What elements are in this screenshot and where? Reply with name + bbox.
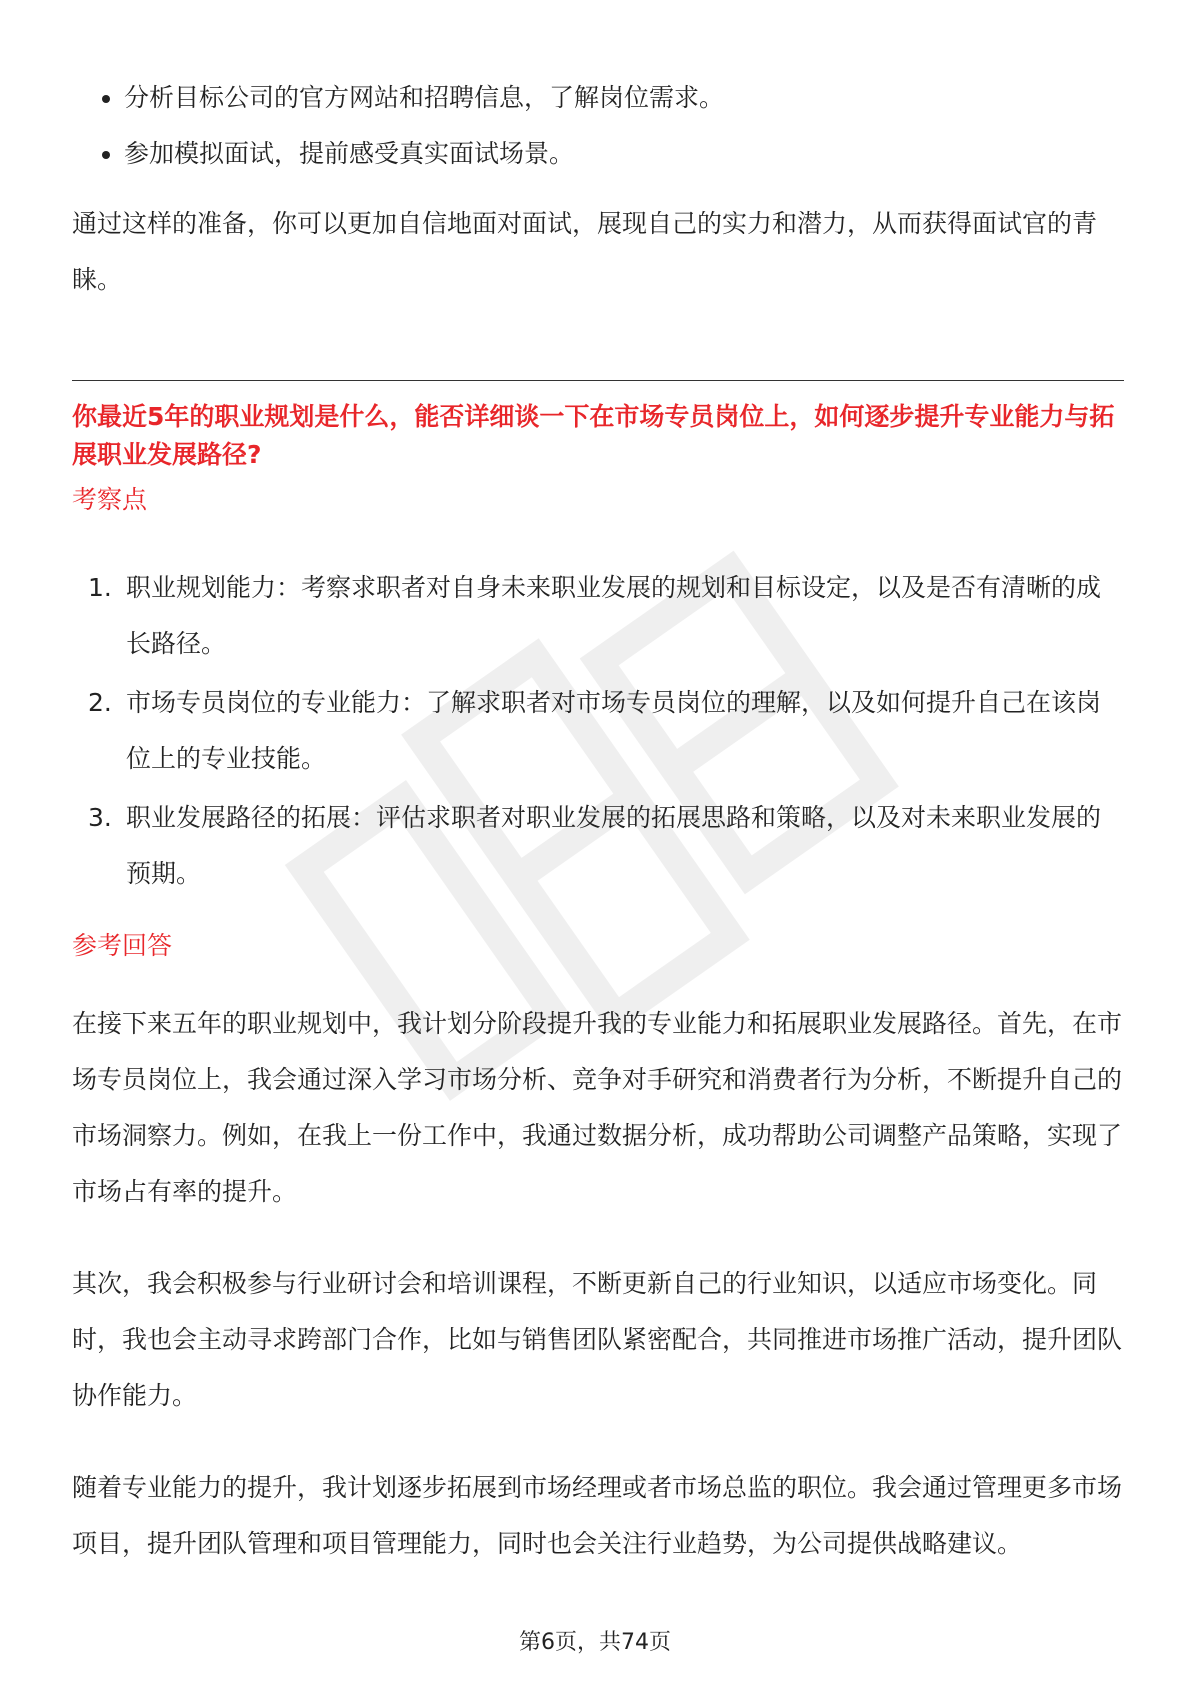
- page-footer: 第6页，共74页: [519, 1630, 671, 1655]
- answer-heading: 参考回答: [72, 931, 173, 960]
- focus-point-text: 职业规划能力：考察求职者对自身未来职业发展的规划和目标设定，以及是否有清晰的成长路径。: [126, 573, 1102, 658]
- answer-paragraph: 随着专业能力的提升，我计划逐步拓展到市场经理或者市场总监的职位。我会通过管理更多市场项目，提升团队管理和项目管理能力，同时也会关注行业趋势，为公司提供战略建议。: [72, 1473, 1123, 1558]
- list-number: 1.: [88, 573, 112, 602]
- bullet-text: 参加模拟面试，提前感受真实面试场景。: [124, 139, 575, 168]
- section-divider: [72, 380, 1124, 381]
- interview-question: 你最近5年的职业规划是什么，能否详细谈一下在市场专员岗位上，如何逐步提升专业能力与拓展职业发展路径?: [72, 402, 1115, 469]
- focus-point-text: 职业发展路径的拓展：评估求职者对职业发展的拓展思路和策略，以及对未来职业发展的预期。: [126, 803, 1102, 888]
- intro-bullet-list: [72, 70, 724, 182]
- list-number: 2.: [88, 688, 112, 717]
- list-item: [72, 675, 1124, 787]
- closing-paragraph: 通过这样的准备，你可以更加自信地面对面试，展现自己的实力和潜力，从而获得面试官的青睐。: [72, 209, 1098, 294]
- bullet-text: 分析目标公司的官方网站和招聘信息，了解岗位需求。: [124, 83, 725, 112]
- bullet-dot-icon: [102, 151, 110, 159]
- bullet-dot-icon: [102, 95, 110, 103]
- document-page: [72, 0, 1124, 1684]
- focus-heading: 考察点: [72, 485, 148, 514]
- answer-paragraph: 其次，我会积极参与行业研讨会和培训课程，不断更新自己的行业知识，以适应市场变化。同时，我也会主动寻求跨部门合作，比如与销售团队紧密配合，共同推进市场推广活动，提升团队协作能力。: [72, 1269, 1123, 1410]
- list-item: [72, 790, 1124, 902]
- list-item: [72, 70, 724, 126]
- focus-point-text: 市场专员岗位的专业能力：了解求职者对市场专员岗位的理解，以及如何提升自己在该岗位上的专业技能。: [126, 688, 1102, 773]
- focus-point-list: [72, 560, 1124, 905]
- list-item: [72, 560, 1124, 672]
- answer-paragraph: 在接下来五年的职业规划中，我计划分阶段提升我的专业能力和拓展职业发展路径。首先，在市场专员岗位上，我会通过深入学习市场分析、竞争对手研究和消费者行为分析，不断提升自己的市场洞察力。例如，在我上一份工作中，我通过数据分析，成功帮助公司调整产品策略，实现了市场占有率的提升。: [72, 1009, 1123, 1206]
- list-item: [72, 126, 724, 182]
- list-number: 3.: [88, 803, 112, 832]
